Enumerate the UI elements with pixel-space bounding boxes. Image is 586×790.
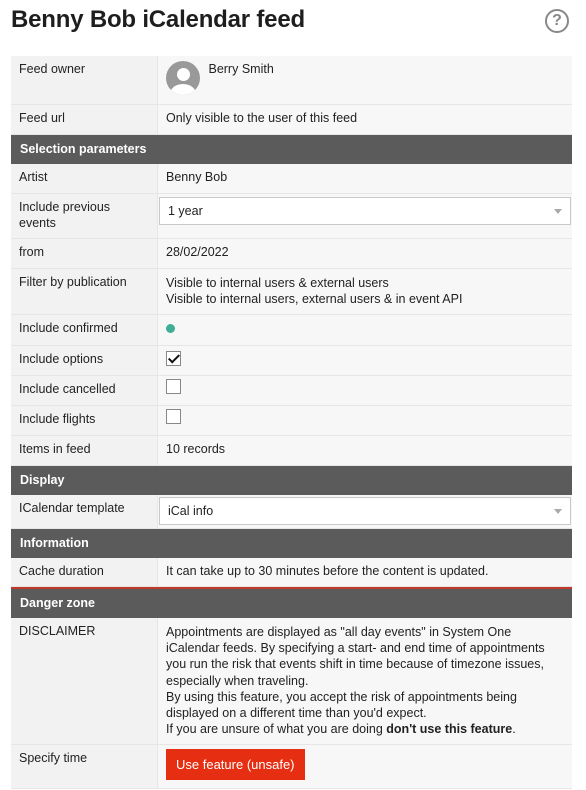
icalendar-template-select[interactable] [159,497,571,525]
cache-duration-value: It can take up to 30 minutes before the content is updated. [157,558,572,586]
include-flights-row [11,406,572,436]
cache-duration-row [11,558,572,587]
feed-owner-value [157,56,572,104]
include-previous-row [11,194,572,239]
chevron-down-icon [554,509,562,514]
disclaimer-row [11,618,572,745]
include-flights-checkbox[interactable] [166,409,181,424]
icalendar-template-selected: iCal info [168,504,214,518]
feed-url-label: Feed url [11,105,157,134]
artist-row [11,164,572,194]
owner-name: Berry Smith [208,62,274,76]
specify-time-label: Specify time [11,745,157,788]
confirmed-status-dot [166,324,175,333]
section-danger-zone: Danger zone [11,587,572,618]
items-in-feed-value: 10 records [157,436,572,465]
avatar [166,61,200,95]
section-display: Display [11,466,572,495]
cache-duration-label: Cache duration [11,558,157,586]
feed-form [11,56,572,789]
include-cancelled-checkbox[interactable] [166,379,181,394]
publication-value-1: Visible to internal users & external users [166,276,389,290]
from-label: from [11,239,157,268]
disclaimer-paragraph-2: By using this feature, you accept the risk of appointments being displayed on a different time than you'd expect. [166,689,517,721]
feed-owner-row [11,56,572,105]
disclaimer-label: DISCLAIMER [11,618,157,744]
include-options-label: Include options [11,346,157,375]
include-options-row [11,346,572,376]
specify-time-row [11,745,572,789]
include-cancelled-label: Include cancelled [11,376,157,405]
from-value: 28/02/2022 [157,239,572,268]
icalendar-template-label: ICalendar template [11,495,157,528]
use-feature-unsafe-button[interactable]: Use feature (unsafe) [166,749,305,780]
disclaimer-paragraph-3: If you are unsure of what you are doing don't use this feature. [166,722,516,737]
include-confirmed-label: Include confirmed [11,315,157,345]
disclaimer-paragraph-1: Appointments are displayed as "all day events" in System One iCalendar feeds. By specifying a start- and end time of appointments you run the risk that events shift in time because of timezone issues, especially when traveling. [166,625,545,688]
filter-publication-row [11,269,572,315]
include-previous-selected: 1 year [168,204,203,218]
items-in-feed-row [11,436,572,466]
include-flights-label: Include flights [11,406,157,435]
disclaimer-warning: don't use this feature [386,722,513,737]
feed-url-row [11,105,572,135]
page-title: Benny Bob iCalendar feed [11,6,305,33]
section-information: Information [11,529,572,558]
feed-url-value: Only visible to the user of this feed [157,105,572,134]
chevron-down-icon [554,209,562,214]
filter-publication-label: Filter by publication [11,269,157,314]
artist-value: Benny Bob [157,164,572,193]
artist-label: Artist [11,164,157,193]
include-previous-label: Include previous events [11,194,157,238]
from-row [11,239,572,269]
include-options-checkbox[interactable] [166,351,181,366]
include-confirmed-row [11,315,572,346]
publication-value-2: Visible to internal users, external users & in event API [166,292,463,306]
feed-owner-label: Feed owner [11,56,157,104]
items-in-feed-label: Items in feed [11,436,157,465]
icalendar-template-row [11,495,572,529]
include-previous-select[interactable] [159,197,571,225]
include-cancelled-row [11,376,572,406]
help-icon[interactable]: ? [545,9,569,33]
section-selection-parameters: Selection parameters [11,135,572,164]
